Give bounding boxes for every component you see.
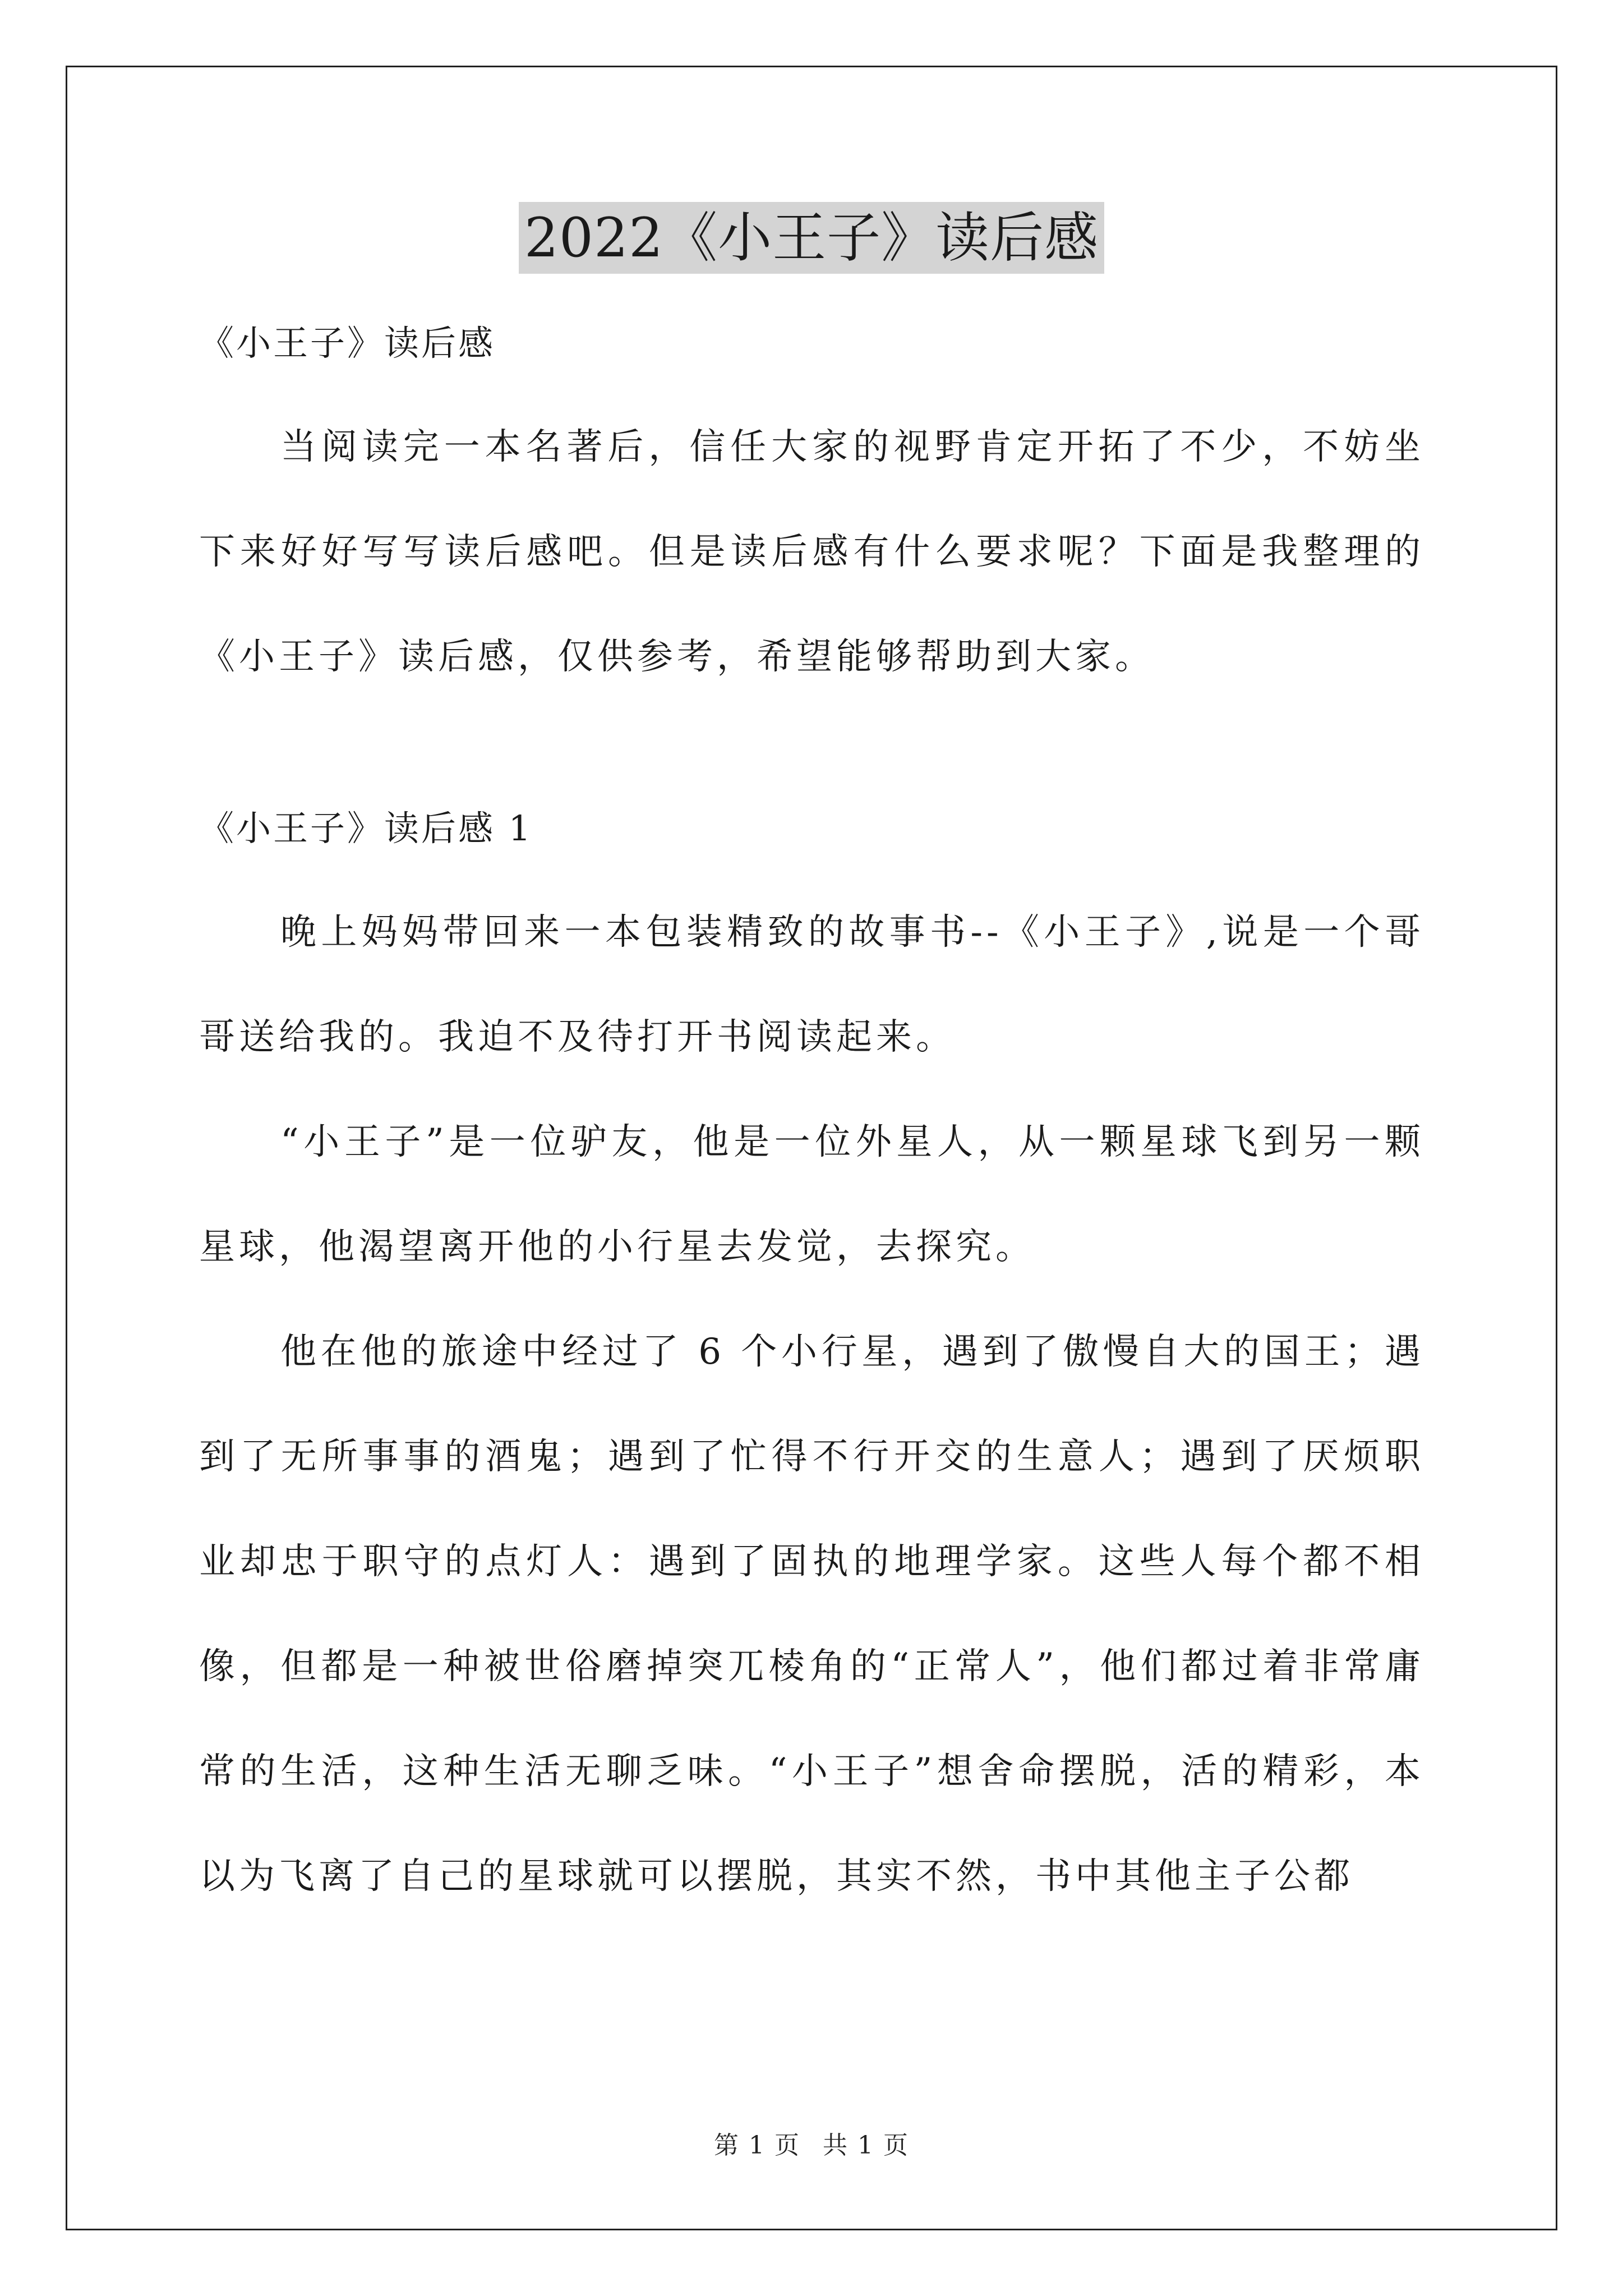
body-paragraph-2: “小王子”是一位驴友，他是一位外星人，从一颗星球飞到另一颗星球，他渴望离开他的小行星去发觉，去探究。 (199, 1121, 1424, 1268)
spacer (199, 372, 1424, 395)
title-container (0, 202, 1623, 274)
page-total: 共 1 页 (823, 2131, 909, 2160)
document-title: 2022《小王子》读后感 (519, 202, 1104, 274)
intro-paragraph: 当阅读完一本名著后，信任大家的视野肯定开拓了不少，不妨坐下来好好写写读后感吧。但是读后感有什么要求呢？下面是我整理的《小王子》读后感，仅供参考，希望能够帮助到大家。 (199, 426, 1424, 678)
body-paragraph-3: 他在他的旅途中经过了 6 个小行星，遇到了傲慢自大的国王；遇到了无所事事的酒鬼；遇到了忙得不行开交的生意人；遇到了厌烦职业却忠于职守的点灯人：遇到了固执的地理学家。这些人每个都不相像，但都是一种被世俗磨掉突兀棱角的“正常人”，他们都过着非常庸常的生活，这种生活无聊乏味。“小王子”想舍命摆脱，活的精彩，本以为飞离了自己的星球就可以摆脱，其实不然，书中其他主子公都 (199, 1331, 1424, 1897)
section-heading: 《小王子》读后感 1 (199, 808, 533, 849)
body-paragraph-1: 晚上妈妈带回来一本包装精致的故事书--《小王子》,说是一个哥哥送给我的。我迫不及待打开书阅读起来。 (199, 912, 1424, 1058)
spacer (199, 710, 1424, 799)
document-body (199, 314, 1424, 1929)
intro-heading: 《小王子》读后感 (199, 323, 496, 364)
page-footer (0, 2129, 1623, 2162)
spacer (199, 858, 1424, 880)
page-number: 第 1 页 (714, 2131, 800, 2160)
